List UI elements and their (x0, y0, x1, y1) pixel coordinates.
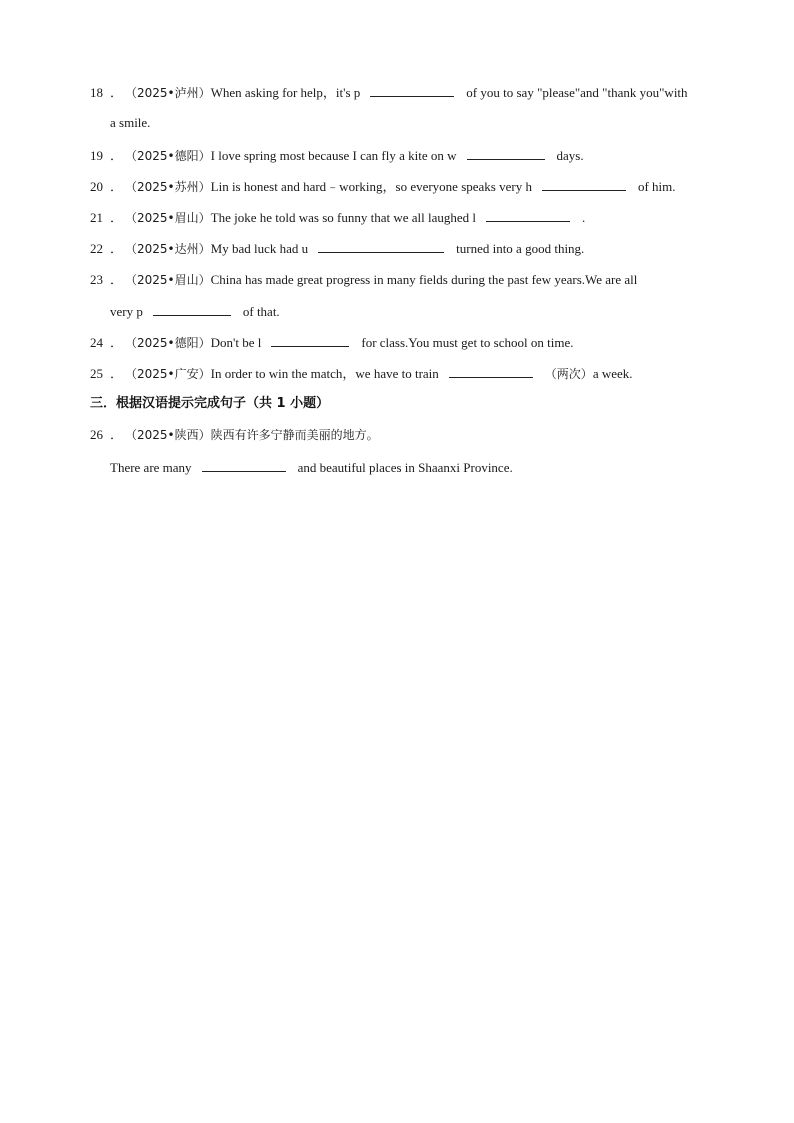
answer-blank[interactable] (271, 334, 349, 347)
question-source: （2025•广安） (131, 367, 211, 381)
question-text: My bad luck had u (210, 241, 309, 256)
question-text: When asking for help，it's p (210, 85, 361, 100)
chinese-hint: （两次） (544, 367, 593, 381)
question-26: 26 ． （2025•陕西）陕西有许多宁静而美丽的地方。 (90, 427, 379, 442)
question-21: 21 ． （2025•眉山）The joke he told was so funny that we all laughed l . (90, 210, 586, 225)
question-number: 20 (90, 179, 103, 194)
question-25: 25 ． （2025•广安）In order to win the match，we have to train （两次）a week. (90, 366, 633, 381)
question-text: There are many (110, 460, 192, 475)
question-23: 23 ． （2025•眉山）China has made great progress in many fields during the past few years.We are all (90, 272, 638, 287)
question-text-after: . (582, 210, 586, 225)
question-source: （2025•苏州） (131, 180, 211, 194)
answer-blank[interactable] (318, 240, 444, 253)
answer-blank[interactable] (542, 178, 626, 191)
question-26-sentence (110, 459, 704, 476)
question-text: China has made great progress in many fields during the past few years.We are all (210, 272, 638, 287)
question-text-after: of that. (242, 304, 280, 319)
question-number: 19 (90, 148, 103, 163)
question-number: 23 (90, 272, 103, 287)
answer-blank[interactable] (486, 209, 570, 222)
question-number: 24 (90, 335, 103, 350)
question-text-after: of you to say "please"and "thank you"with (466, 85, 688, 100)
question-18: 18 ． （2025•泸州）When asking for help，it's p of you to say "please"and "thank you"with (90, 85, 688, 100)
question-20: 20 ． （2025•苏州）Lin is honest and hard﹣working，so everyone speaks very h of him. (90, 179, 676, 194)
question-23-continued (110, 303, 704, 320)
question-text-after: days. (556, 148, 584, 163)
answer-blank[interactable] (467, 147, 545, 160)
question-source: （2025•德阳） (131, 336, 211, 350)
question-number: 26 (90, 427, 103, 442)
question-number: 18 (90, 85, 103, 100)
question-text-after: and beautiful places in Shaanxi Province. (297, 460, 513, 475)
question-text: I love spring most because I can fly a kite on w (210, 148, 457, 163)
question-text: Don't be l (210, 335, 262, 350)
question-text-continued: very p (110, 304, 143, 319)
question-number: 25 (90, 366, 103, 381)
chinese-prompt: 陕西有许多宁静而美丽的地方。 (210, 428, 379, 442)
question-text-after: of him. (637, 179, 676, 194)
question-text: The joke he told was so funny that we all laughed l (210, 210, 476, 225)
answer-blank[interactable] (449, 365, 533, 378)
question-source: （2025•眉山） (131, 211, 211, 225)
question-22: 22 ． （2025•达州）My bad luck had u turned into a good thing. (90, 241, 585, 256)
question-source: （2025•泸州） (131, 86, 211, 100)
answer-blank[interactable] (202, 459, 286, 472)
section-title: 三．根据汉语提示完成句子（共 1 小题） (90, 396, 330, 411)
question-source: （2025•陕西） (131, 428, 211, 442)
question-text: Lin is honest and hard﹣working，so everyone speaks very h (210, 179, 532, 194)
question-source: （2025•德阳） (131, 149, 211, 163)
question-24: 24 ． （2025•德阳）Don't be l for class.You must get to school on time. (90, 335, 574, 350)
question-text-after: a week. (592, 366, 633, 381)
question-source: （2025•达州） (131, 242, 211, 256)
question-source: （2025•眉山） (131, 273, 211, 287)
answer-blank[interactable] (153, 303, 231, 316)
question-number: 22 (90, 241, 103, 256)
question-18-continued (110, 115, 704, 131)
question-19: 19 ． （2025•德阳）I love spring most because I can fly a kite on w days. (90, 148, 584, 163)
answer-blank[interactable] (370, 84, 454, 97)
question-text-after: for class.You must get to school on time. (361, 335, 574, 350)
question-text: In order to win the match，we have to train (210, 366, 439, 381)
question-number: 21 (90, 210, 103, 225)
question-text-after: turned into a good thing. (456, 241, 585, 256)
question-text-continued: a smile. (110, 115, 151, 130)
